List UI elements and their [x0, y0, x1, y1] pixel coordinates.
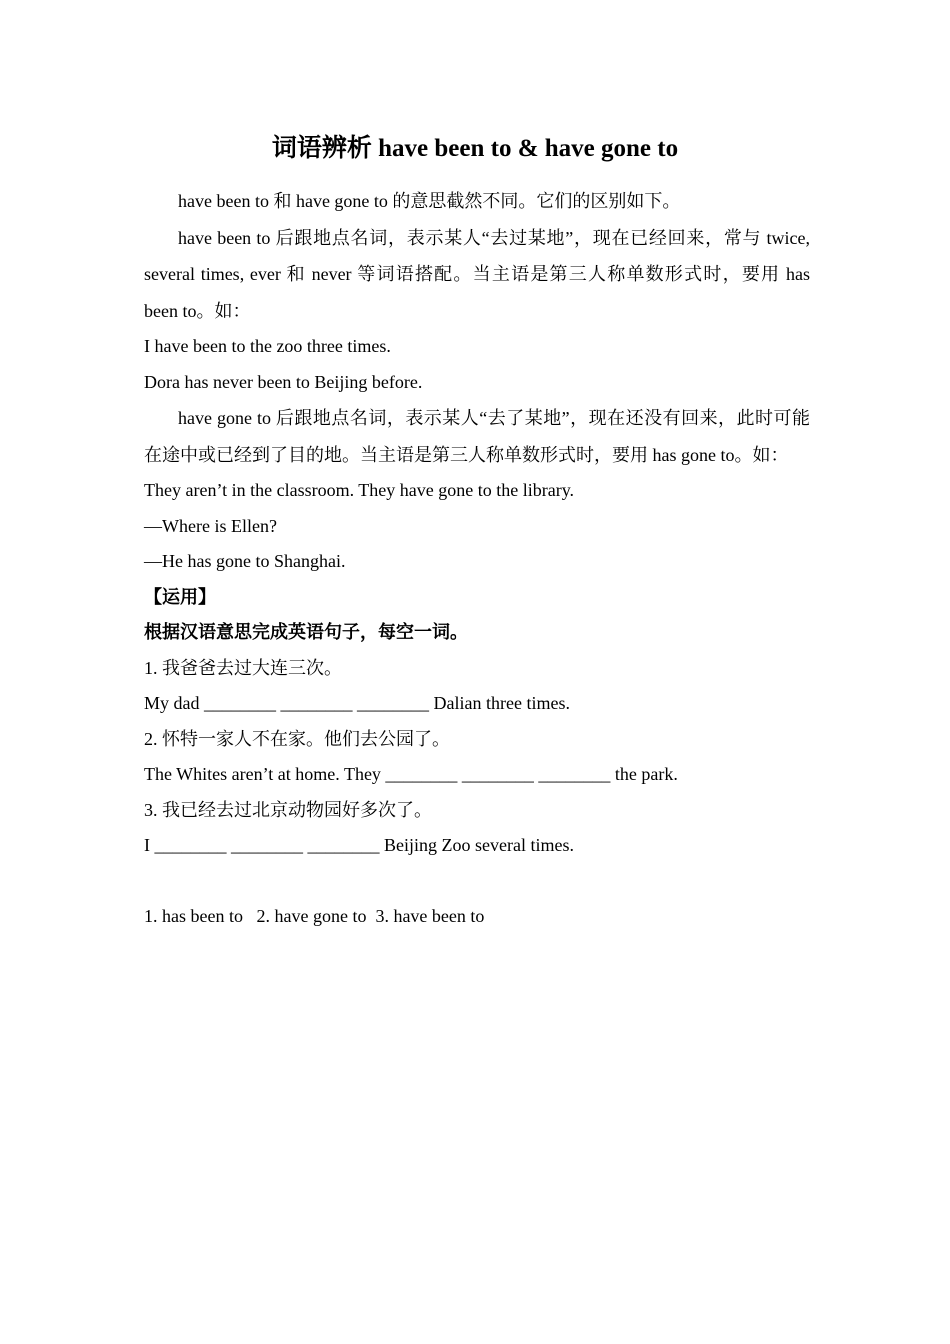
- blank-line: [144, 864, 810, 900]
- example-sentence: I have been to the zoo three times.: [144, 336, 391, 356]
- document-body: [144, 183, 810, 935]
- exercise-chinese: 2. 怀特一家人不在家。他们去公园了。: [144, 728, 450, 749]
- example-dialogue-line: —He has gone to Shanghai.: [144, 551, 346, 571]
- answer-key: 1. has been to 2. have gone to 3. have been to: [144, 906, 485, 926]
- example-sentence: They aren’t in the classroom. They have gone to the library.: [144, 480, 575, 500]
- example-sentence: Dora has never been to Beijing before.: [144, 371, 423, 392]
- exercise-chinese: 3. 我已经去过北京动物园好多次了。: [144, 799, 432, 820]
- been-to-explanation: have been to 后跟地点名词，表示某人“去过某地”，现在已经回来，常与 twice, several times, ever 和 never 等词语搭配。当主语是第三人称单数形式时，要用 has been to。如：: [144, 227, 810, 321]
- exercise-english: The Whites aren’t at home. They ________ ________ ________ the park.: [144, 764, 678, 784]
- exercise-chinese: 1. 我爸爸去过大连三次。: [144, 657, 342, 678]
- practice-instruction: 根据汉语意思完成英语句子，每空一词。: [144, 622, 468, 642]
- exercise-english: I ________ ________ ________ Beijing Zoo several times.: [144, 835, 574, 855]
- exercise-english: My dad ________ ________ ________ Dalian three times.: [144, 693, 570, 713]
- page-title: 词语辨析 have been to & have gone to: [271, 135, 679, 162]
- gone-to-explanation: have gone to 后跟地点名词，表示某人“去了某地”，现在还没有回来，此时可能在途中或已经到了目的地。当主语是第三人称单数形式时，要用 has gone to。如：: [144, 408, 810, 465]
- example-dialogue-line: —Where is Ellen?: [144, 515, 277, 536]
- practice-heading: 【运用】: [144, 586, 216, 607]
- intro-paragraph: have been to 和 have gone to 的意思截然不同。它们的区别如下。: [178, 191, 681, 211]
